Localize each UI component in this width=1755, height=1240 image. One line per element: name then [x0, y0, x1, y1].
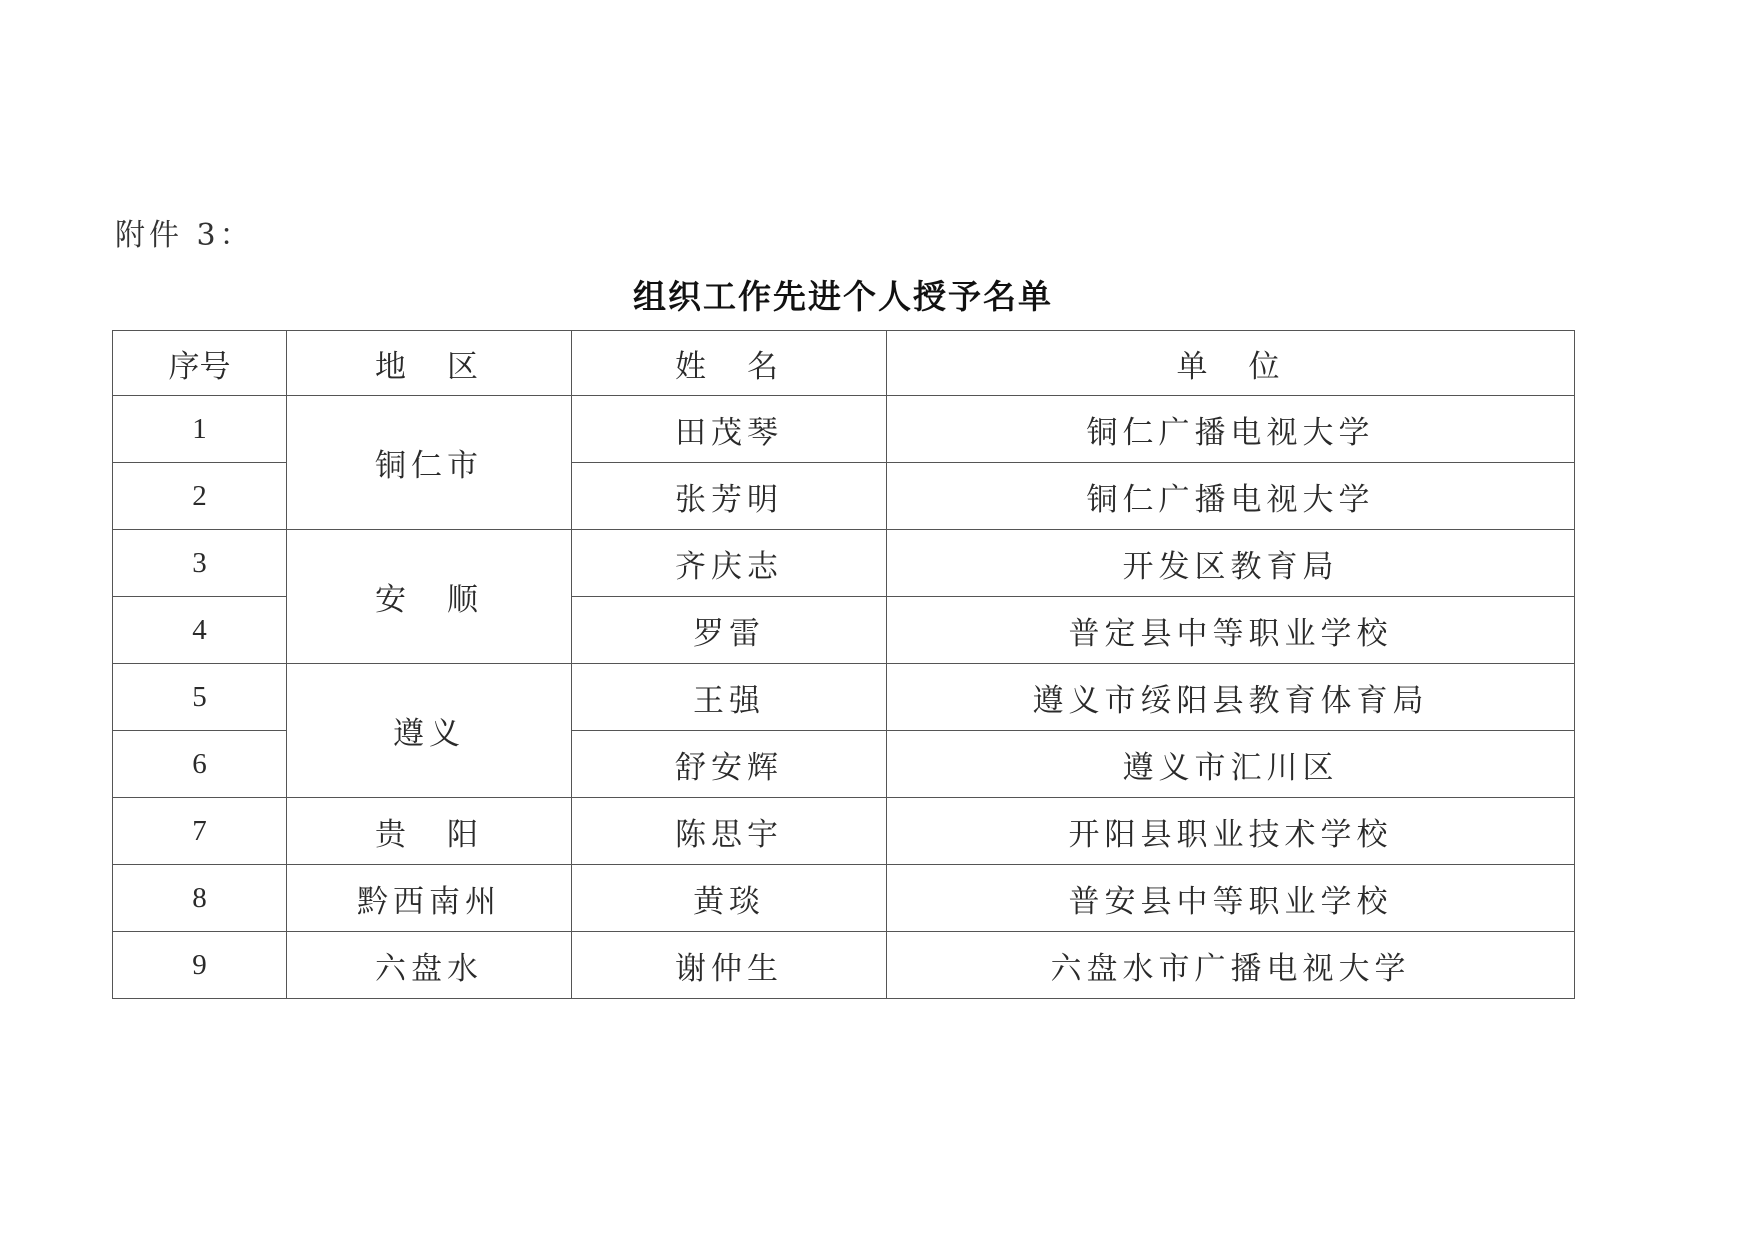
header-name: 姓 名 — [572, 331, 887, 396]
cell-area: 安 顺 — [287, 530, 572, 664]
cell-no: 9 — [113, 932, 287, 999]
award-table — [112, 330, 1575, 999]
cell-unit: 遵义市汇川区 — [887, 731, 1575, 798]
header-area: 地 区 — [287, 331, 572, 396]
attachment-label: 附件 3： — [115, 218, 254, 253]
cell-area: 黔西南州 — [287, 865, 572, 932]
table-row — [113, 865, 1575, 932]
cell-no: 2 — [113, 463, 287, 530]
cell-unit: 铜仁广播电视大学 — [887, 396, 1575, 463]
cell-area: 铜仁市 — [287, 396, 572, 530]
cell-no: 8 — [113, 865, 287, 932]
cell-area: 贵 阳 — [287, 798, 572, 865]
cell-no: 7 — [113, 798, 287, 865]
table-row — [113, 932, 1575, 999]
cell-unit: 铜仁广播电视大学 — [887, 463, 1575, 530]
cell-name: 齐庆志 — [572, 530, 887, 597]
cell-no: 5 — [113, 664, 287, 731]
cell-no: 6 — [113, 731, 287, 798]
cell-no: 1 — [113, 396, 287, 463]
table-row — [113, 798, 1575, 865]
cell-name: 王强 — [572, 664, 887, 731]
header-no: 序号 — [113, 331, 287, 396]
cell-area: 遵义 — [287, 664, 572, 798]
cell-name: 黄琰 — [572, 865, 887, 932]
cell-unit: 普定县中等职业学校 — [887, 597, 1575, 664]
cell-name: 张芳明 — [572, 463, 887, 530]
cell-area: 六盘水 — [287, 932, 572, 999]
cell-no: 3 — [113, 530, 287, 597]
cell-name: 舒安辉 — [572, 731, 887, 798]
cell-unit: 普安县中等职业学校 — [887, 865, 1575, 932]
cell-no: 4 — [113, 597, 287, 664]
table-header-row — [113, 331, 1575, 396]
cell-unit: 六盘水市广播电视大学 — [887, 932, 1575, 999]
document-title: 组织工作先进个人授予名单 — [633, 277, 1053, 316]
cell-name: 田茂琴 — [572, 396, 887, 463]
table-row — [113, 664, 1575, 731]
header-unit: 单 位 — [887, 331, 1575, 396]
cell-name: 陈思宇 — [572, 798, 887, 865]
table-row — [113, 396, 1575, 463]
cell-name: 罗雷 — [572, 597, 887, 664]
table-row — [113, 530, 1575, 597]
cell-unit: 开阳县职业技术学校 — [887, 798, 1575, 865]
cell-unit: 开发区教育局 — [887, 530, 1575, 597]
cell-unit: 遵义市绥阳县教育体育局 — [887, 664, 1575, 731]
cell-name: 谢仲生 — [572, 932, 887, 999]
